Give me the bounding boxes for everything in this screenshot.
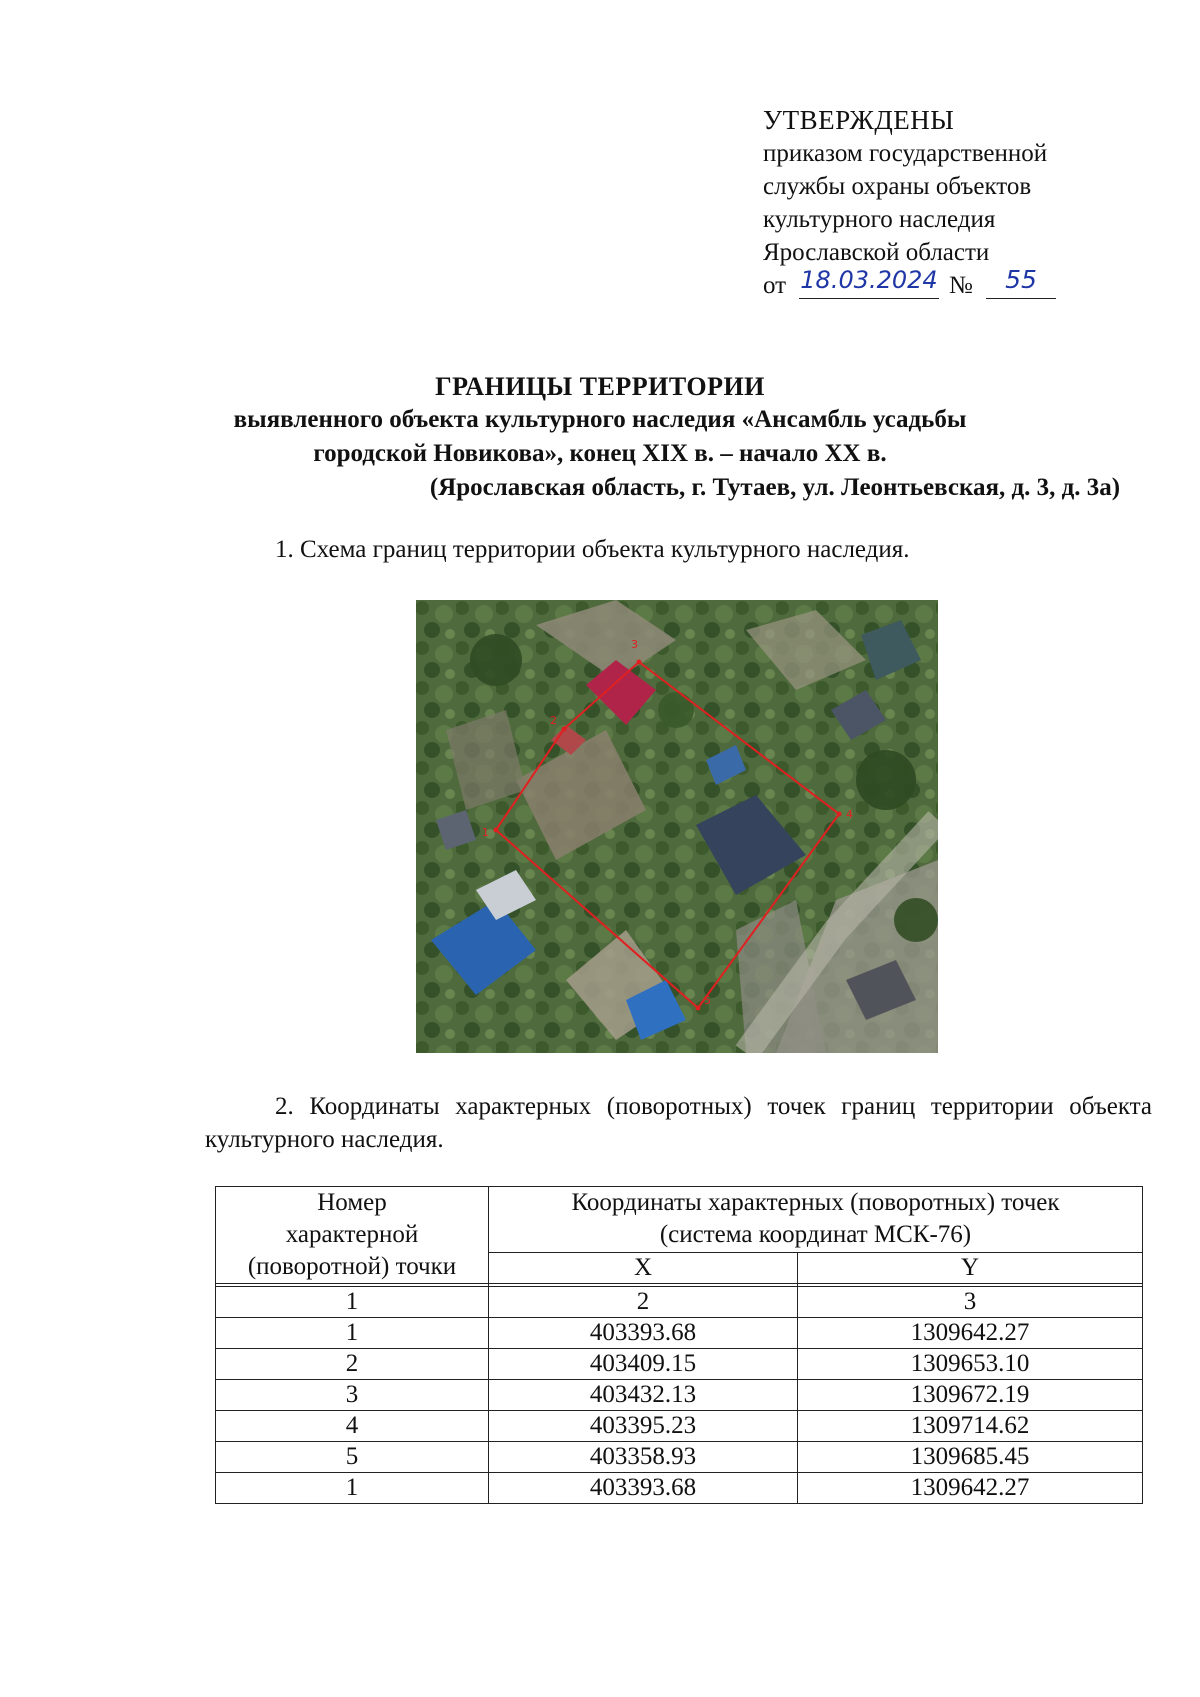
approval-line: Ярославской области [763,239,990,266]
document-title: ГРАНИЦЫ ТЕРРИТОРИИ [435,372,765,401]
y-header: Y [797,1252,1142,1283]
approval-line: приказом государственной [763,140,1048,167]
coordinates-table [215,1186,1143,1504]
satellite-map [416,600,938,1053]
approval-heading: УТВЕРЖДЕНЫ [763,105,955,135]
table-row: 1 403393.68 1309642.27 [216,1473,1143,1504]
table-row: 5 403358.93 1309685.45 [216,1442,1143,1473]
point-label: 1 [482,826,489,839]
document-address-line: (Ярославская область, г. Тутаев, ул. Леонтьевская, д. 3, д. 3а) [429,474,1121,501]
approval-date-line [763,265,1047,305]
point-label: 2 [550,714,557,727]
handwritten-date: 18.03.2024 [799,262,939,299]
map-image [416,600,938,1053]
number-sign: № [949,272,973,299]
table-row: 4 403395.23 1309714.62 [216,1411,1143,1442]
point-label: 4 [846,808,853,821]
point-label: 3 [631,638,638,651]
table-row: 2 403409.15 1309653.10 [216,1349,1143,1380]
coords-group-header: Координаты характерных (поворотных) точек (система координат МСК-76) [489,1187,1143,1253]
point-label: 5 [704,994,711,1007]
table-row: 1 403393.68 1309642.27 [216,1318,1143,1349]
numbering-row: 1 2 3 [216,1287,1143,1318]
table-header-row [216,1187,1143,1253]
document-subtitle-line: городской Новикова», конец XIX в. – начало XX в. [313,440,887,467]
section-1-heading: 1. Схема границ территории объекта культурного наследия. [275,536,910,563]
approval-line: культурного наследия [763,206,996,233]
document-subtitle-line: выявленного объекта культурного наследия «Ансамбль усадьбы [233,406,967,433]
section-2-text: 2. Координаты характерных (поворотных) точек границ территории объекта культурного наследия. [205,1093,1152,1153]
approval-block [763,104,1047,305]
approval-line: службы охраны объектов [763,173,1032,200]
handwritten-number: 55 [986,262,1056,299]
col-point-header: Номер характерной (поворотной) точки [216,1187,489,1284]
date-prefix: от [763,272,787,299]
x-header: X [489,1252,798,1283]
table-row: 3 403432.13 1309672.19 [216,1380,1143,1411]
